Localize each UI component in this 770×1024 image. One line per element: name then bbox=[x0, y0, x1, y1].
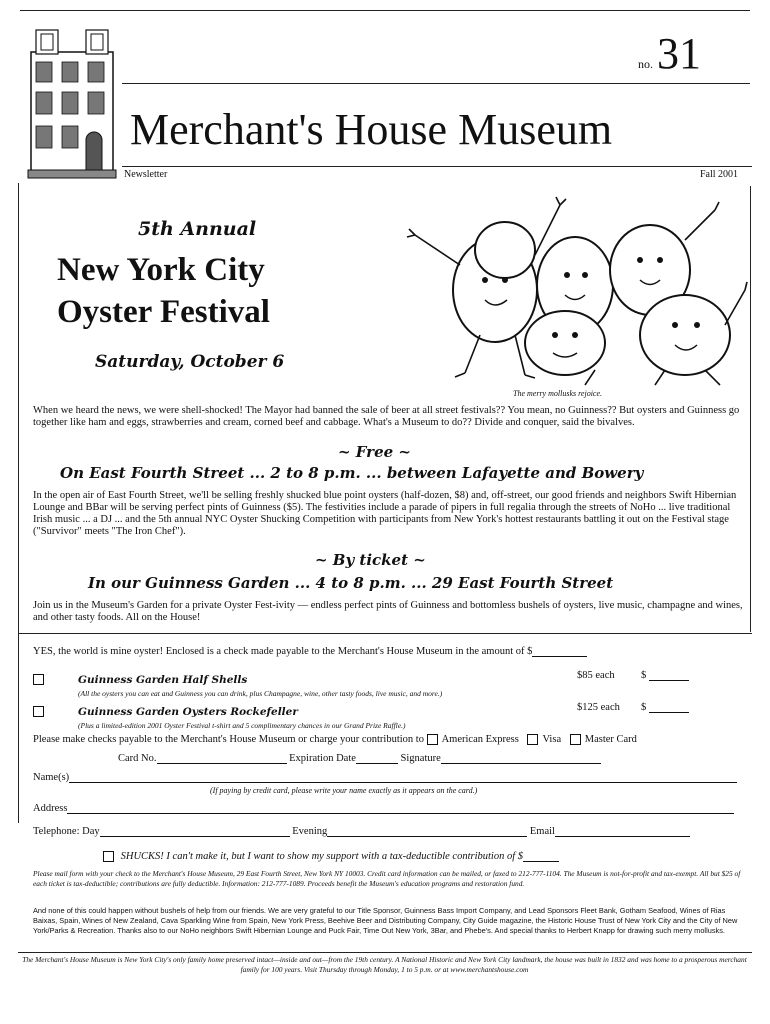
festival-title-line2: Oyster Festival bbox=[57, 294, 270, 330]
address-field[interactable] bbox=[67, 813, 734, 814]
free-subheading: On East Fourth Street ... 2 to 8 p.m. ... between Lafayette and Bowery bbox=[60, 464, 644, 482]
item-half-shells: Guinness Garden Half Shells $85 each $ (All the oysters you can eat and Guinness you can drink, plus Champagne, wine, other tasty foods, live music, and more.) bbox=[33, 670, 743, 699]
day-phone-field[interactable] bbox=[100, 836, 290, 837]
top-rule bbox=[20, 10, 750, 11]
rockefeller-description: (Plus a limited-edition 2001 Oyster Festival t-shirt and 5 complimentary chances in our Grand Prize Raffle.) bbox=[78, 721, 406, 730]
annual-label: 5th Annual bbox=[138, 218, 257, 240]
ticket-subheading: In our Guinness Garden ... 4 to 8 p.m. ... 29 East Fourth Street bbox=[88, 574, 614, 592]
address-line: Address bbox=[33, 803, 734, 814]
rockefeller-amount[interactable] bbox=[649, 712, 689, 713]
amount-field[interactable] bbox=[532, 656, 587, 657]
season-label: Fall 2001 bbox=[700, 169, 739, 180]
festival-date: Saturday, October 6 bbox=[95, 352, 285, 372]
names-field[interactable] bbox=[69, 782, 737, 783]
issue-number: no. 31 bbox=[638, 29, 701, 78]
museum-name: Merchant's House Museum bbox=[130, 105, 613, 154]
signature-field[interactable] bbox=[441, 763, 601, 764]
expiration-field[interactable] bbox=[356, 763, 398, 764]
card-number-field[interactable] bbox=[157, 763, 287, 764]
telephone-line: Telephone: Day Evening Email bbox=[33, 826, 690, 837]
mail-note: Please mail form with your check to the Merchant's House Museum, 29 East Fourth Street, New York NY 10003. Credit card information can be mailed, or faxed to 212-777-1104. The Museum is not-for-profit and tax-exempt. All but $25 of each ticket is tax-deductible; contributions are fully deductible. Information: 212-777-1089. Proceeds benefit the Museum's education programs and restoration fund. bbox=[33, 869, 741, 888]
dancing-oysters-illustration bbox=[385, 195, 750, 390]
free-heading: ~ Free ~ bbox=[338, 443, 411, 461]
thanks-paragraph: And none of this could happen without bushels of help from our friends. We are very grateful to our Title Sponsor, Guinness Bass Import Company, and Lead Sponsors Fleet Bank, Gotham Seafood, Wines of Rias Baixas, Spain, Wines of New Zealand, Cava Sparkling Wine from Spain, New York Press, Beehive Beer and Distributing Company, City Guide magazine, the Historic House Trust of New York City and the City of New York/Parks & Recreation. Thanks also to our NoHo neighbors Swift Hibernian Lounge and Puck Fair, Time Out New York, 3Bar, and Phebe's. And special thanks to Herbert Knapp for drawing such merry mollusks. bbox=[33, 906, 738, 935]
rockefeller-checkbox[interactable] bbox=[33, 706, 44, 717]
half-shells-checkbox[interactable] bbox=[33, 674, 44, 685]
item-rockefeller: Guinness Garden Oysters Rockefeller $125 each $ (Plus a limited-edition 2001 Oyster Festival t-shirt and 5 complimentary chances in our Grand Prize Raffle.) bbox=[33, 702, 743, 731]
mastercard-checkbox[interactable] bbox=[570, 734, 581, 745]
form-separator bbox=[18, 633, 752, 634]
shucks-line: SHUCKS! I can't make it, but I want to show my support with a tax-deductible contribution of $ bbox=[103, 851, 559, 862]
illustration-caption: The merry mollusks rejoice. bbox=[513, 389, 603, 398]
evening-phone-field[interactable] bbox=[327, 836, 527, 837]
left-border bbox=[18, 183, 19, 823]
email-field[interactable] bbox=[555, 836, 690, 837]
names-note: (If paying by credit card, please write your name exactly as it appears on the card.) bbox=[210, 786, 478, 795]
masthead-rule-upper bbox=[122, 83, 750, 84]
contribution-field[interactable] bbox=[523, 861, 559, 862]
ticket-paragraph: Join us in the Museum's Garden for a private Oyster Fest-ivity — endless perfect pints of Guinness and bottomless bushels of oysters, live music, champagne and wines, and other tasty foods. All on the House! bbox=[33, 600, 743, 623]
free-paragraph: In the open air of East Fourth Street, we'll be selling freshly shucked blue point oysters (half-dozen, $8) and, off-street, our good friends and neighbors Swift Hibernian Lounge and BBar will be serving perfect pints of Guinness ($5). The festivities include a parade of pipers in full regalia through the streets of NoHo ... live traditional Irish music ... a DJ ... and the 5th annual NYC Oyster Shucking Competition with participants from New York's hottest restaurants battling it out on the Festival stage ("Survivor" meets "The Iron Chef"). bbox=[33, 490, 737, 537]
ticket-heading: ~ By ticket ~ bbox=[315, 551, 426, 569]
amex-checkbox[interactable] bbox=[427, 734, 438, 745]
footer-text: The Merchant's House Museum is New York City's only family home preserved intact—inside and out—from the 19th century. A National Historic and New York City landmark, the house was built in 1832 and was home to a prosperous merchant family for 100 years. Visit Thursday through Monday, 1 to 5 p.m. or at www.merchantshouse.com bbox=[22, 955, 747, 974]
card-line: Card No. Expiration Date Signature bbox=[118, 753, 601, 764]
half-shells-description: (All the oysters you can eat and Guinness you can drink, plus Champagne, wine, other tasty foods, live music, and more.) bbox=[78, 689, 443, 698]
footer-rule bbox=[18, 952, 752, 953]
half-shells-amount[interactable] bbox=[649, 680, 689, 681]
visa-checkbox[interactable] bbox=[527, 734, 538, 745]
masthead-rule-lower bbox=[122, 166, 752, 167]
yes-line: YES, the world is mine oyster! Enclosed is a check made payable to the Merchant's House Museum in the amount of $ bbox=[33, 646, 587, 657]
names-line: Name(s) bbox=[33, 772, 737, 783]
newsletter-label: Newsletter bbox=[124, 169, 168, 180]
payment-line: Please make checks payable to the Merchant's House Museum or charge your contribution to American Express Visa Master Card bbox=[33, 734, 637, 745]
townhouse-logo bbox=[26, 22, 118, 180]
festival-title-line1: New York City bbox=[57, 252, 265, 288]
shucks-checkbox[interactable] bbox=[103, 851, 114, 862]
intro-paragraph: When we heard the news, we were shell-shocked! The Mayor had banned the sale of beer at all street festivals?? You mean, no Guinness?? But oysters and Guinness go together like ham and eggs, strawberries and cream, corned beef and cabbage. What's a Museum to do?? Divide and conquer, said the bivalves. bbox=[33, 405, 740, 428]
right-border bbox=[750, 186, 751, 632]
